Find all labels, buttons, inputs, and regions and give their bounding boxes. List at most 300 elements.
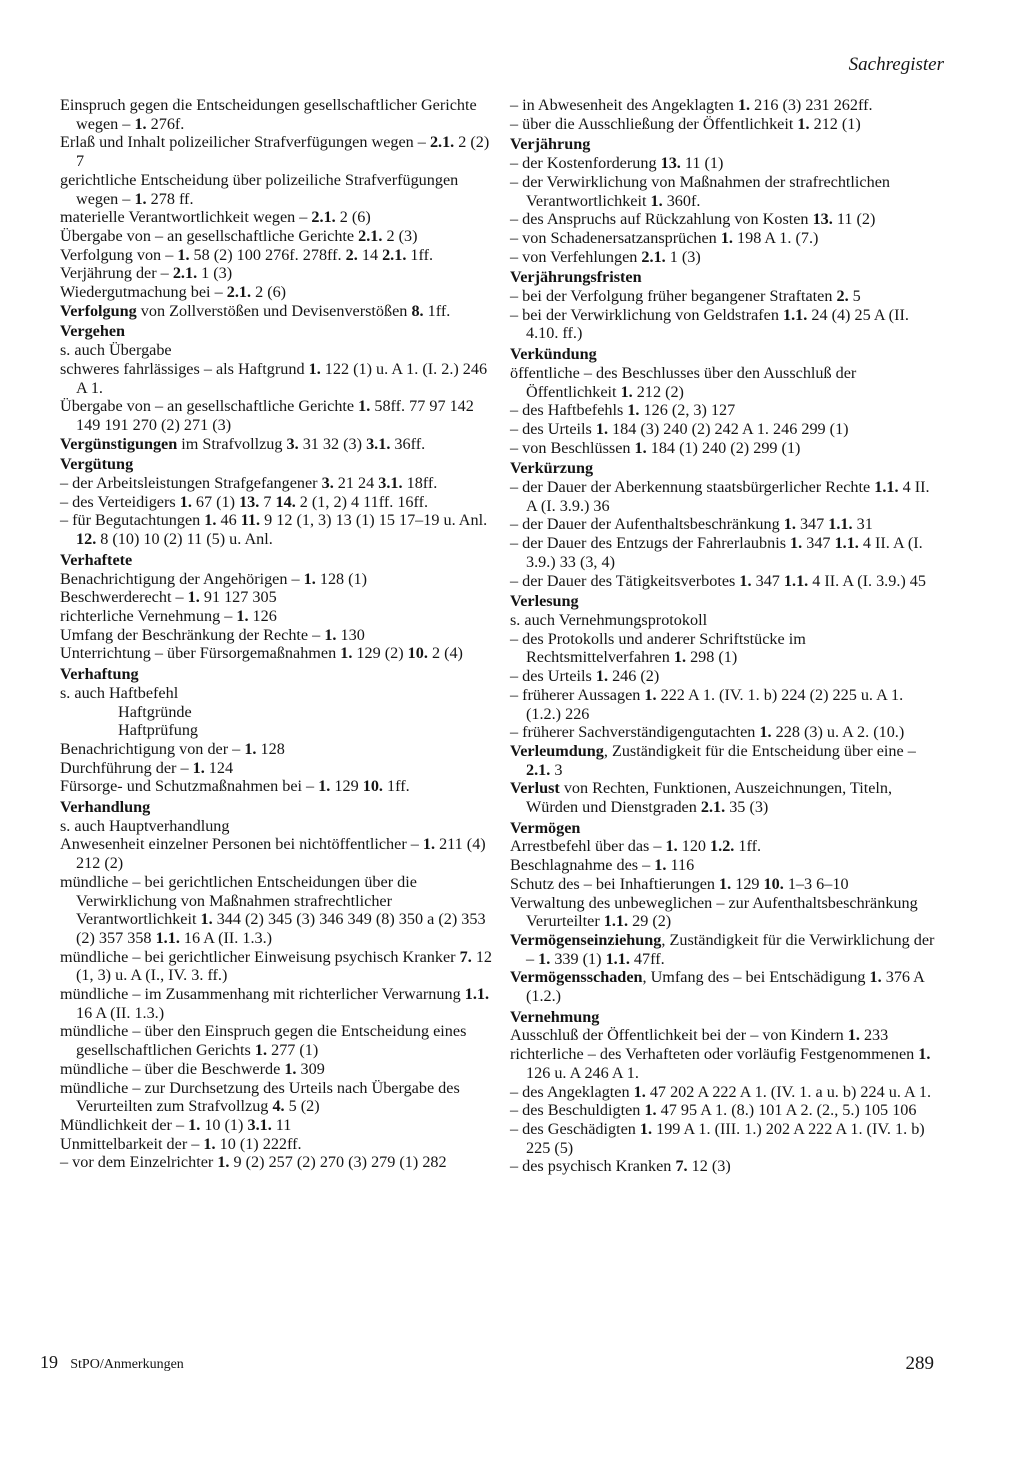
ref-number: 1.: [595, 419, 609, 438]
entry-text: s. auch Übergabe: [60, 341, 172, 360]
entry-text: 233: [859, 1026, 889, 1045]
entry-text: Unmittelbarkeit der –: [60, 1134, 204, 1153]
entry-text: 128 (1): [315, 569, 368, 588]
index-entry: [510, 1083, 942, 1102]
index-entry: [60, 740, 492, 759]
index-entry: [60, 246, 492, 265]
entry-text: Haftprüfung: [118, 721, 199, 740]
entry-text: 47 95 A 1. (8.) 101 A 2. (2., 5.) 105 106: [656, 1101, 917, 1120]
entry-text: Übergabe von – an gesellschaftliche Gerichte: [60, 226, 359, 245]
entry-text: vor dem Einzelrichter: [72, 1153, 218, 1172]
entry-text: des psychisch Kranken: [522, 1157, 676, 1176]
entry-text: des Angeklagten: [522, 1082, 634, 1101]
entry-text: 124: [204, 758, 234, 777]
ref-number: 1.: [203, 1134, 216, 1153]
entry-text: 58ff. 77 97 142 149 191 270 (2) 271 (3): [76, 397, 474, 434]
index-entry: [60, 302, 492, 321]
entry-text: 2 (6): [251, 283, 287, 302]
index-heading: Verlesung: [510, 592, 579, 611]
entry-text: Schutz des – bei Inhaftierungen: [510, 874, 720, 893]
ref-number: 2.1.: [311, 208, 336, 227]
index-column-left: [60, 96, 492, 1172]
entry-text: 3: [550, 760, 563, 779]
entry-text: 16 A (II. 1.3.): [76, 1003, 165, 1022]
entry-text: 376 A (1.2.): [526, 968, 924, 1006]
entry-text: 29 (2): [628, 912, 672, 931]
entry-text: Einspruch gegen die Entscheidungen gesellschaftlicher Gerichte wegen –: [60, 96, 477, 133]
entry-text: 126 (2, 3) 127: [639, 401, 736, 420]
ref-number: 2.: [836, 287, 849, 306]
entry-text: s. auch Hauptverhandlung: [60, 816, 230, 835]
entry-text: richterliche Vernehmung –: [60, 606, 237, 625]
ref-number: 1.: [783, 515, 796, 534]
entry-term: Verfolgung: [60, 301, 137, 320]
entry-text: Umfang der Beschränkung der Rechte –: [60, 625, 325, 644]
ref-number: 1.: [318, 777, 331, 796]
entry-text: mündliche – über die Beschwerde: [60, 1059, 285, 1078]
ref-number: 8.: [411, 301, 424, 320]
entry-text: 9 (2) 257 (2) 270 (3) 279 (1) 282: [229, 1153, 447, 1172]
entry-text: 4 II. A (I. 3.9.) 45: [808, 571, 926, 590]
entry-text: Arrestbefehl über das –: [510, 837, 666, 856]
ref-number: 1.: [654, 856, 667, 875]
index-entry: [510, 229, 942, 248]
entry-text: 36ff.: [390, 434, 426, 453]
index-entry: [510, 210, 942, 229]
index-entry: [510, 572, 942, 591]
ref-number: 7.: [675, 1157, 688, 1176]
index-entry: [510, 723, 942, 742]
index-entry: [60, 1022, 492, 1059]
entry-term: Verleumdung: [510, 741, 604, 760]
index-entry: [510, 1157, 942, 1176]
entry-text: 212 (1): [809, 114, 861, 133]
ref-number: 11.: [240, 511, 261, 530]
index-entry: [510, 667, 942, 686]
ref-number: 10.: [362, 777, 383, 796]
entry-text: 12 (1, 3) u. A (I., IV. 3. ff.): [76, 947, 492, 985]
entry-text: 184 (1) 240 (2) 299 (1): [646, 438, 801, 457]
ref-number: 1.: [595, 667, 609, 686]
entry-text: 2 (3): [382, 226, 418, 245]
index-entry: [60, 264, 492, 283]
index-entry: [60, 133, 492, 170]
entry-text: des Haftbefehls: [522, 401, 628, 420]
entry-text: materielle Verantwortlichkeit wegen –: [60, 208, 312, 227]
index-entry: [510, 968, 942, 1005]
index-entry: [60, 835, 492, 872]
index-entry: [60, 607, 492, 626]
entry-text: 347: [802, 534, 835, 553]
ref-number: 1.: [639, 1119, 653, 1138]
index-entry: [510, 742, 942, 779]
entry-text: des Anspruchs auf Rückzahlung von Kosten: [522, 210, 813, 229]
sheet-label: StPO/Anmerkungen: [70, 1357, 184, 1372]
ref-number: 1.: [254, 1041, 268, 1060]
ref-number: 1.: [134, 114, 147, 133]
entry-text: 309: [296, 1059, 325, 1078]
entry-text: 7: [259, 492, 276, 511]
entry-text: 216 (3) 231 262ff.: [750, 96, 873, 114]
entry-text: 9 12 (1, 3) 13 (1) 15 17–19 u. Anl.: [260, 511, 488, 530]
entry-text: 278 ff.: [146, 189, 194, 208]
entry-text: von Schadenersatzansprüchen: [522, 228, 721, 247]
entry-text: der Dauer des Entzugs der Fahrerlaubnis: [522, 534, 791, 553]
entry-text: 339 (1): [550, 949, 606, 968]
entry-text: von Beschlüssen: [522, 438, 635, 457]
index-heading: Verkündung: [510, 345, 597, 364]
entry-text: Verjährung der –: [60, 264, 173, 283]
entry-text: mündliche – über den Einspruch gegen die Entscheidung eines gesellschaftlichen Gerichts: [60, 1022, 467, 1060]
page-header-title: Sachregister: [848, 54, 944, 75]
ref-number: 4.: [272, 1097, 285, 1116]
ref-number: 12.: [76, 530, 97, 549]
entry-text: 8 (10) 10 (2) 11 (5) u. Anl.: [96, 530, 273, 549]
entry-text: s. auch Vernehmungsprotokoll: [510, 610, 708, 629]
ref-number: 1.: [790, 534, 803, 553]
index-entry: [60, 1079, 492, 1116]
index-entry: [60, 171, 492, 208]
entry-text: 347: [751, 571, 784, 590]
entry-text: 199 A 1. (III. 1.) 202 A 222 A 1. (IV. 1. b) 225 (5): [526, 1119, 925, 1157]
footer-left: [40, 1352, 184, 1373]
ref-number: 2.1.: [641, 247, 666, 266]
entry-text: 212 (2): [632, 382, 684, 401]
entry-text: 129: [731, 874, 764, 893]
index-entry: [510, 875, 942, 894]
index-entry: [510, 115, 942, 134]
entry-text: 126: [248, 606, 277, 625]
entry-text: 122 (1) u. A 1. (I. 2.) 246 A 1.: [76, 359, 488, 397]
entry-text: , Zuständigkeit für die Entscheidung über eine –: [603, 741, 916, 760]
entry-text: 10 (1) 222ff.: [215, 1134, 302, 1153]
index-heading: Vergütung: [60, 455, 134, 474]
index-heading: Vermögen: [510, 818, 581, 837]
ref-number: 2.1.: [172, 264, 198, 283]
index-heading: Vergehen: [60, 322, 126, 341]
entry-term: Vergünstigungen: [60, 434, 178, 453]
entry-text: Erlaß und Inhalt polizeilicher Strafverfügungen wegen –: [60, 133, 430, 152]
entry-text: 276f.: [146, 114, 185, 133]
entry-text: mündliche – im Zusammenhang mit richterlicher Verwarnung: [60, 985, 465, 1004]
ref-number: 1.: [422, 835, 436, 854]
ref-number: 7.: [459, 947, 472, 966]
entry-text: 1ff.: [734, 837, 762, 856]
entry-text: für Begutachtungen: [72, 511, 205, 530]
entry-text: bei der Verwirklichung von Geldstrafen: [522, 305, 784, 324]
entry-text: 67 (1): [191, 492, 240, 511]
index-heading: Verhandlung: [60, 798, 151, 817]
index-entry: [60, 283, 492, 302]
ref-number: 1.: [869, 968, 882, 987]
entry-text: 184 (3) 240 (2) 242 A 1. 246 299 (1): [608, 419, 849, 438]
index-column-right: [510, 96, 942, 1176]
entry-term: Vermögensschaden: [510, 968, 643, 987]
entry-text: Verwaltung des unbeweglichen – zur Aufenthaltsbeschränkung Verurteilter: [510, 893, 918, 931]
index-entry: [510, 439, 942, 458]
entry-text: mündliche – bei gerichtlichen Entscheidungen über die Verwirklichung von Maßnahmen strafrechtlicher Verantwortlichkeit: [60, 872, 417, 929]
entry-text: der Arbeitsleistungen Strafgefangener: [72, 474, 322, 493]
entry-text: bei der Verfolgung früher begangener Straftaten: [522, 287, 837, 306]
entry-text: 298 (1): [686, 648, 738, 667]
entry-text: 120: [677, 837, 711, 856]
index-entry: [510, 931, 942, 968]
entry-text: gerichtliche Entscheidung über polizeiliche Strafverfügungen wegen –: [60, 170, 459, 208]
entry-text: 31: [852, 515, 873, 534]
ref-number: 3.: [286, 434, 299, 453]
entry-text: 2 (2) 7: [76, 133, 490, 171]
entry-text: 211 (4) 212 (2): [76, 835, 486, 873]
index-entry: [510, 856, 942, 875]
index-entry: [510, 1101, 942, 1120]
index-entry: [510, 894, 942, 931]
ref-number: 1.1.: [155, 928, 180, 947]
entry-text: 5: [848, 287, 861, 306]
ref-number: 2.1.: [526, 760, 551, 779]
index-entry: [60, 1116, 492, 1135]
ref-number: 1.: [665, 837, 678, 856]
entry-text: des Verteidigers: [72, 492, 180, 511]
entry-text: 18ff.: [402, 474, 438, 493]
index-entry: [60, 360, 492, 397]
entry-term: Verlust: [510, 779, 560, 798]
index-entry: [510, 420, 942, 439]
entry-text: 2 (6): [335, 208, 371, 227]
entry-text: des Urteils: [522, 419, 596, 438]
index-heading: Verjährung: [510, 135, 591, 154]
entry-text: der Dauer der Aberkennung staatsbürgerlicher Rechte: [522, 478, 875, 497]
index-heading: Verhaftete: [60, 550, 133, 569]
index-entry: [510, 630, 942, 667]
ref-number: 1.1.: [874, 478, 899, 497]
index-entry: [510, 1026, 942, 1045]
ref-number: 1.: [797, 114, 810, 133]
entry-text: 344 (2) 345 (3) 346 349 (8) 350 a (2) 353 (2) 357 358: [76, 910, 486, 947]
ref-number: 1.: [236, 606, 249, 625]
entry-text: Beschlagnahme des –: [510, 856, 655, 875]
entry-text: der Verwirklichung von Maßnahmen der strafrechtlichen Verantwortlichkeit: [522, 172, 890, 210]
ref-number: 1.1.: [464, 985, 490, 1004]
entry-text: 246 (2): [608, 667, 660, 686]
entry-text: 10 (1): [200, 1115, 248, 1134]
entry-text: von Zollverstößen und Devisenverstößen: [136, 301, 412, 320]
entry-text: Durchführung der –: [60, 758, 193, 777]
ref-number: 1.: [634, 438, 647, 457]
index-entry: [510, 96, 942, 115]
entry-text: der Dauer des Tätigkeitsverbotes: [522, 571, 740, 590]
entry-text: 1ff.: [423, 301, 451, 320]
entry-text: 11 (2): [832, 210, 876, 229]
ref-number: 1.: [192, 758, 205, 777]
entry-text: Mündlichkeit der –: [60, 1115, 189, 1134]
index-entry: [60, 873, 492, 948]
ref-number: 1.: [284, 1059, 297, 1078]
entry-text: Haftgründe: [118, 702, 192, 721]
ref-number: 1.: [650, 191, 663, 210]
ref-number: 1.: [244, 739, 257, 758]
index-entry: [60, 759, 492, 778]
entry-text: Unterrichtung – über Fürsorgemaßnahmen: [60, 644, 341, 663]
entry-text: in Abwesenheit des Angeklagten: [522, 96, 738, 114]
entry-text: schweres fahrlässiges – als Haftgrund: [60, 359, 309, 378]
entry-text: 222 A 1. (IV. 1. b) 224 (2) 225 u. A 1. (1.2.) 226: [526, 685, 904, 723]
ref-number: 3.1.: [247, 1115, 272, 1134]
ref-number: 1.: [620, 382, 633, 401]
ref-number: 1.1.: [783, 571, 809, 590]
index-subreference: [60, 703, 492, 722]
entry-text: 14: [357, 245, 383, 264]
index-entry: [60, 777, 492, 796]
entry-text: früherer Aussagen: [522, 685, 645, 704]
entry-text: 11: [271, 1115, 292, 1134]
index-entry: [510, 686, 942, 723]
entry-text: 1 (3): [665, 247, 701, 266]
ref-number: 2.1.: [429, 133, 455, 152]
page-number: 289: [905, 1353, 934, 1374]
entry-text: , Zuständigkeit für die Verwirklichung der –: [526, 930, 935, 968]
ref-number: 1.: [324, 625, 337, 644]
entry-text: s. auch Haftbefehl: [60, 683, 179, 702]
index-heading: Vernehmung: [510, 1007, 600, 1026]
index-entry: [60, 397, 492, 434]
index-entry: [510, 534, 942, 571]
entry-text: des Protokolls und anderer Schriftstücke im Rechtsmittelverfahren: [522, 629, 806, 667]
ref-number: 10.: [407, 644, 428, 663]
index-heading: Verhaftung: [60, 665, 139, 684]
entry-text: mündliche – zur Durchsetzung des Urteils nach Übergabe des Verurteilten zum Strafvollzug: [60, 1078, 460, 1116]
index-entry: [510, 154, 942, 173]
entry-text: 360f.: [662, 191, 701, 210]
index-entry: [60, 227, 492, 246]
entry-text: 116: [666, 856, 695, 875]
entry-text: richterliche – des Verhafteten oder vorläufig Festgenommenen: [510, 1045, 919, 1064]
entry-text: 47ff.: [629, 949, 665, 968]
entry-text: des Urteils: [522, 667, 596, 686]
entry-text: Übergabe von – an gesellschaftliche Gerichte: [60, 397, 359, 416]
entry-text: 1ff.: [406, 245, 434, 264]
index-subreference: [60, 721, 492, 740]
ref-number: 1.: [847, 1026, 860, 1045]
index-entry: [510, 401, 942, 420]
ref-number: 1.: [308, 359, 321, 378]
entry-text: 11 (1): [680, 154, 724, 173]
ref-number: 1.: [179, 492, 192, 511]
ref-number: 1.2.: [710, 837, 735, 856]
ref-number: 1.: [737, 96, 751, 114]
entry-text: 1–3 6–10: [783, 874, 849, 893]
ref-number: 2.1.: [700, 798, 726, 817]
ref-number: 1.: [340, 644, 353, 663]
entry-text: 277 (1): [267, 1041, 319, 1060]
index-entry: [60, 1060, 492, 1079]
entry-text: 129: [330, 777, 363, 796]
entry-text: Fürsorge- und Schutzmaßnahmen bei –: [60, 777, 319, 796]
ref-number: 1.1.: [783, 305, 808, 324]
entry-text: 12 (3): [687, 1157, 731, 1176]
entry-text: des Beschuldigten: [522, 1101, 645, 1120]
index-entry: [510, 287, 942, 306]
entry-text: Verfolgung von –: [60, 245, 178, 264]
ref-number: 1.: [538, 949, 551, 968]
entry-text: 4 II. A (I. 3.9.) 36: [526, 478, 930, 515]
index-entry: [60, 684, 492, 703]
ref-number: 1.: [673, 648, 687, 667]
ref-number: 3.1.: [378, 474, 403, 493]
ref-number: 1.: [720, 228, 733, 247]
index-entry: [510, 1045, 942, 1082]
index-heading: Verkürzung: [510, 459, 594, 478]
ref-number: 2.1.: [226, 283, 252, 302]
ref-number: 1.: [188, 1115, 201, 1134]
ref-number: 1.1.: [603, 912, 629, 931]
ref-number: 1.: [358, 397, 371, 416]
entry-text: von Verfehlungen: [522, 247, 642, 266]
ref-number: 1.: [759, 723, 772, 742]
entry-text: öffentliche – des Beschlusses über den Ausschluß der Öffentlichkeit: [510, 363, 857, 401]
index-entry: [60, 948, 492, 985]
index-entry: [60, 208, 492, 227]
index-entry: [510, 173, 942, 210]
ref-number: 1.: [217, 1153, 230, 1172]
entry-text: 5 (2): [284, 1097, 320, 1116]
index-entry: [60, 96, 492, 133]
entry-text: , Umfang des – bei Entschädigung: [642, 968, 870, 987]
index-entry: [60, 570, 492, 589]
index-entry: [60, 511, 492, 548]
entry-text: 129 (2): [352, 644, 408, 663]
ref-number: 1.: [200, 910, 213, 929]
entry-text: 1ff.: [382, 777, 410, 796]
index-entry: [60, 644, 492, 663]
index-entry: [60, 341, 492, 360]
ref-number: 1.: [644, 685, 657, 704]
entry-text: des Geschädigten: [522, 1119, 640, 1138]
entry-text: 130: [336, 625, 365, 644]
ref-number: 1.: [204, 511, 217, 530]
ref-number: 1.: [918, 1045, 931, 1064]
entry-text: 58 (2) 100 276f. 278ff.: [189, 245, 346, 264]
ref-number: 1.: [633, 1082, 646, 1101]
entry-text: mündliche – bei gerichtlicher Einweisung psychisch Kranker: [60, 947, 460, 966]
sheet-number: 19: [40, 1352, 58, 1372]
index-entry: [60, 1153, 492, 1172]
index-entry: [510, 837, 942, 856]
index-entry: [510, 1120, 942, 1157]
ref-number: 2.: [345, 245, 358, 264]
index-entry: [510, 364, 942, 401]
index-entry: [510, 611, 942, 630]
index-entry: [60, 817, 492, 836]
index-entry: [60, 474, 492, 493]
entry-text: 1 (3): [197, 264, 233, 283]
entry-text: 347: [795, 515, 829, 534]
index-entry: [60, 985, 492, 1022]
entry-text: Wiedergutmachung bei –: [60, 283, 227, 302]
ref-number: 1.1.: [828, 515, 853, 534]
entry-text: 4 II. A (I. 3.9.) 33 (3, 4): [526, 534, 923, 571]
ref-number: 2.1.: [358, 226, 383, 245]
entry-text: 2 (1, 2) 4 11ff. 16ff.: [295, 492, 429, 511]
entry-text: 46: [216, 511, 241, 530]
entry-text: 126 u. A 246 A 1.: [526, 1063, 639, 1082]
ref-number: 13.: [239, 492, 260, 511]
index-entry: [60, 588, 492, 607]
entry-text: 21 24: [333, 474, 379, 493]
ref-number: 3.1.: [366, 434, 391, 453]
entry-text: 198 A 1. (7.): [732, 228, 819, 247]
entry-text: 128: [256, 739, 285, 758]
index-entry: [510, 248, 942, 267]
